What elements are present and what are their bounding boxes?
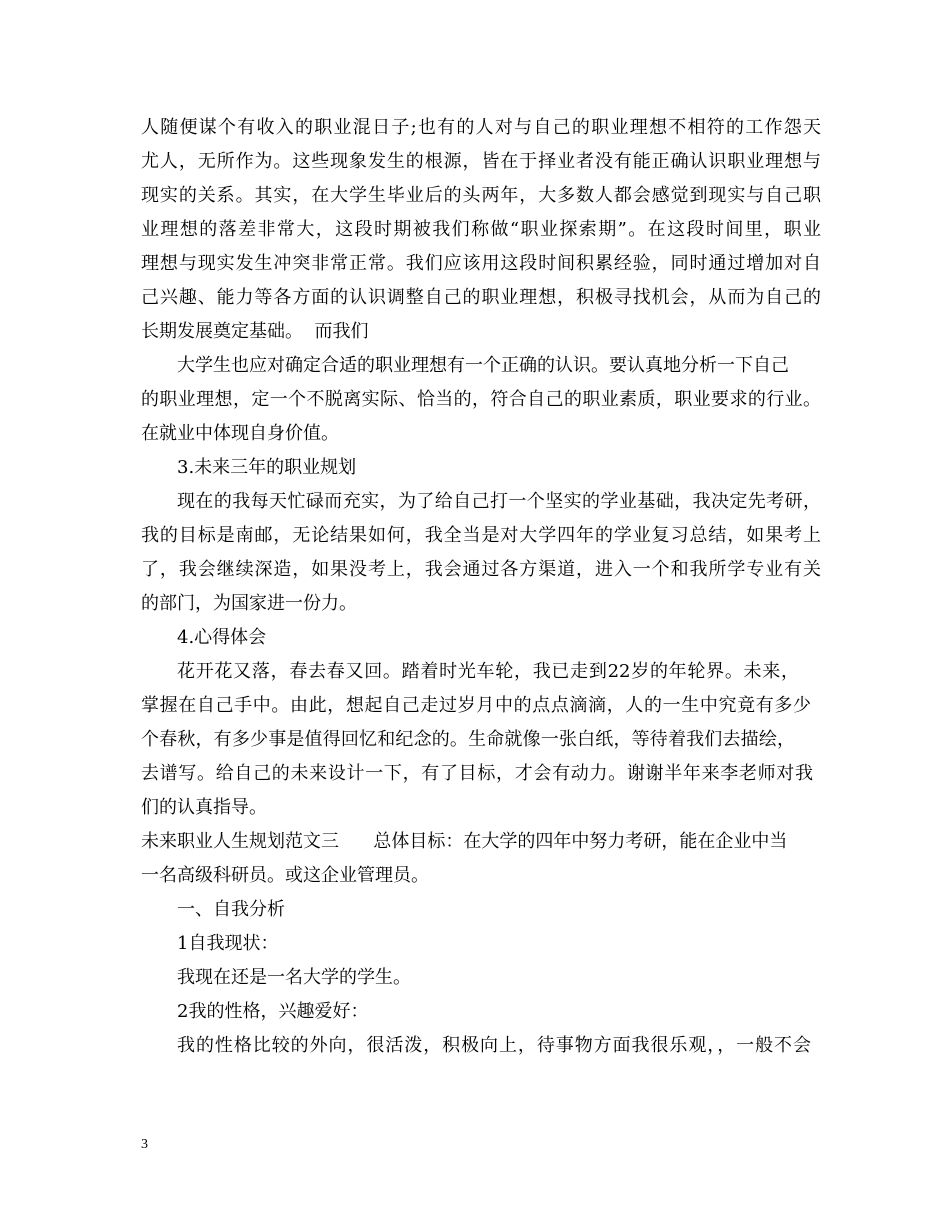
text-line: 在就业中体现自身价值。 [141,423,339,444]
text-line: 理想与现实发生冲突非常正常。我们应该用这段时间积累经验，同时通过增加对自 [141,253,821,274]
section-heading: 一、自我分析 [177,899,285,920]
text-line: 业理想的落差非常大，这段时期被我们称做“职业探索期”。在这段时间里，职业 [141,219,821,240]
section-heading: 4.心得体会 [177,627,267,648]
text-line: 尤人，无所作为。这些现象发生的根源，皆在于择业者没有能正确认识职业理想与 [141,151,821,172]
text-line: 一名高级科研员。或这企业管理员。 [141,865,429,886]
text-line: 我的目标是南邮，无论结果如何，我全当是对大学四年的学业复习总结，如果考上 [141,525,821,546]
text-line: 掌握在自己手中。由此，想起自己走过岁月中的点点滴滴，人的一生中究竟有多少 [141,695,811,716]
text-line: 人随便谋个有收入的职业混日子;也有的人对与自己的职业理想不相符的工作怨天 [141,117,821,138]
text-line: 的职业理想，定一个不脱离实际、恰当的，符合自己的职业素质，职业要求的行业。 [141,389,821,410]
text-line: 我现在还是一名大学的学生。 [177,967,411,988]
text-line: 现实的关系。其实，在大学生毕业后的头两年，大多数人都会感觉到现实与自己职 [141,185,821,206]
text-line: 花开花又落，春去春又回。踏着时光车轮，我已走到22岁的年轮界。未来， [177,661,799,682]
text-line: 个春秋，有多少事是值得回忆和纪念的。生命就像一张白纸，等待着我们去描绘， [141,729,795,750]
subsection-heading: 2我的性格，兴趣爱好： [177,1001,369,1022]
page-number: 3 [141,1137,148,1152]
text-line: 己兴趣、能力等各方面的认识调整自己的职业理想，积极寻找机会，从而为自己的 [141,287,821,308]
text-line: 大学生也应对确定合适的职业理想有一个正确的认识。要认真地分析一下自己 [177,355,789,376]
section-heading: 3.未来三年的职业规划 [177,457,357,478]
text-line: 去谱写。给自己的未来设计一下，有了目标，才会有动力。谢谢半年来李老师对我 [141,763,813,784]
text-line: 未来职业人生规划范文三 总体目标：在大学的四年中努力考研，能在企业中当 [141,831,788,852]
text-line: 了，我会继续深造，如果没考上，我会通过各方渠道，进入一个和我所学专业有关 [141,559,821,580]
text-line: 们的认真指导。 [141,797,267,818]
text-line: 的部门，为国家进一份力。 [141,593,357,614]
text-line: 长期发展奠定基础。 而我们 [141,321,369,342]
text-line: 我的性格比较的外向，很活泼，积极向上，待事物方面我很乐观，，一般不会 [177,1035,811,1056]
text-line: 现在的我每天忙碌而充实，为了给自己打一个坚实的学业基础，我决定先考研， [177,491,821,512]
subsection-heading: 1自我现状： [177,933,279,954]
